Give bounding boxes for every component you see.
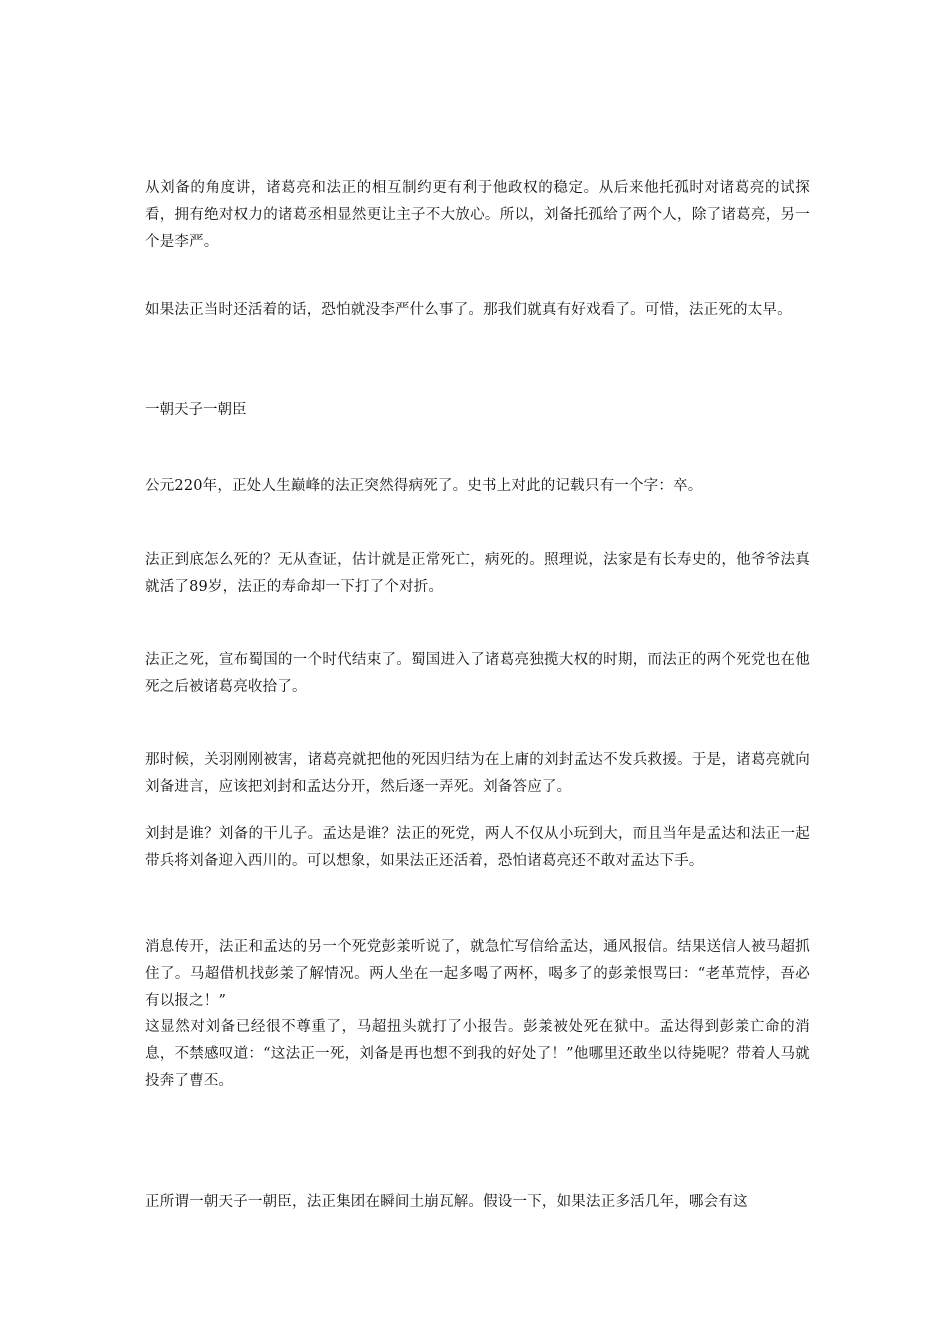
- paragraph-liu-feng-meng-da: 刘封是谁？刘备的干儿子。孟达是谁？法正的死党，两人不仅从小玩到大，而且当年是孟达和法正一起带兵将刘备迎入西川的。可以想象，如果法正还活着，恐怕诸葛亮还不敢对孟达下手。: [145, 826, 810, 869]
- paragraph-era-ends: 法正之死，宣布蜀国的一个时代结束了。蜀国进入了诸葛亮独揽大权的时期，而法正的两个死党也在他死之后被诸葛亮收拾了。: [145, 652, 810, 695]
- paragraph-cause-of-death: 法正到底怎么死的？无从查证，估计就是正常死亡，病死的。照理说，法家是有长寿史的，他爷爷法真就活了89岁，法正的寿命却一下打了个对折。: [145, 552, 810, 595]
- paragraph-collapse: 正所谓一朝天子一朝臣，法正集团在瞬间土崩瓦解。假设一下，如果法正多活几年，哪会有这: [145, 1194, 748, 1210]
- paragraph-liu-bei-perspective: 从刘备的角度讲，诸葛亮和法正的相互制约更有利于他政权的稳定。从后来他托孤时对诸葛亮的试探看，拥有绝对权力的诸葛丞相显然更让主子不大放心。所以，刘备托孤给了两个人，除了诸葛亮，另一个是李严。: [145, 180, 810, 250]
- paragraph-fa-zheng-alive: 如果法正当时还活着的话，恐怕就没李严什么事了。那我们就真有好戏看了。可惜，法正死的太早。: [145, 302, 792, 318]
- section-heading: 一朝天子一朝臣: [145, 402, 247, 418]
- paragraph-fa-zheng-death: 公元220年，正处人生巅峰的法正突然得病死了。史书上对此的记载只有一个字：卒。: [145, 478, 703, 494]
- paragraph-peng-yang-letter: 消息传开，法正和孟达的另一个死党彭羕听说了，就急忙写信给孟达，通风报信。结果送信人被马超抓住了。马超借机找彭羕了解情况。两人坐在一起多喝了两杯，喝多了的彭羕恨骂曰：“老革荒悖，吾必有以报之！”: [145, 939, 810, 1009]
- paragraph-guan-yu-killed: 那时候，关羽刚刚被害，诸葛亮就把他的死因归结为在上庸的刘封孟达不发兵救援。于是，诸葛亮就向刘备进言，应该把刘封和孟达分开，然后逐一弄死。刘备答应了。: [145, 752, 810, 795]
- paragraph-ma-chao-report: 这显然对刘备已经很不尊重了，马超扭头就打了小报告。彭羕被处死在狱中。孟达得到彭羕亡命的消息，不禁感叹道：“这法正一死，刘备是再也想不到我的好处了！”他哪里还敢坐以待毙呢？带着人马就投奔了曹丕。: [145, 1019, 810, 1089]
